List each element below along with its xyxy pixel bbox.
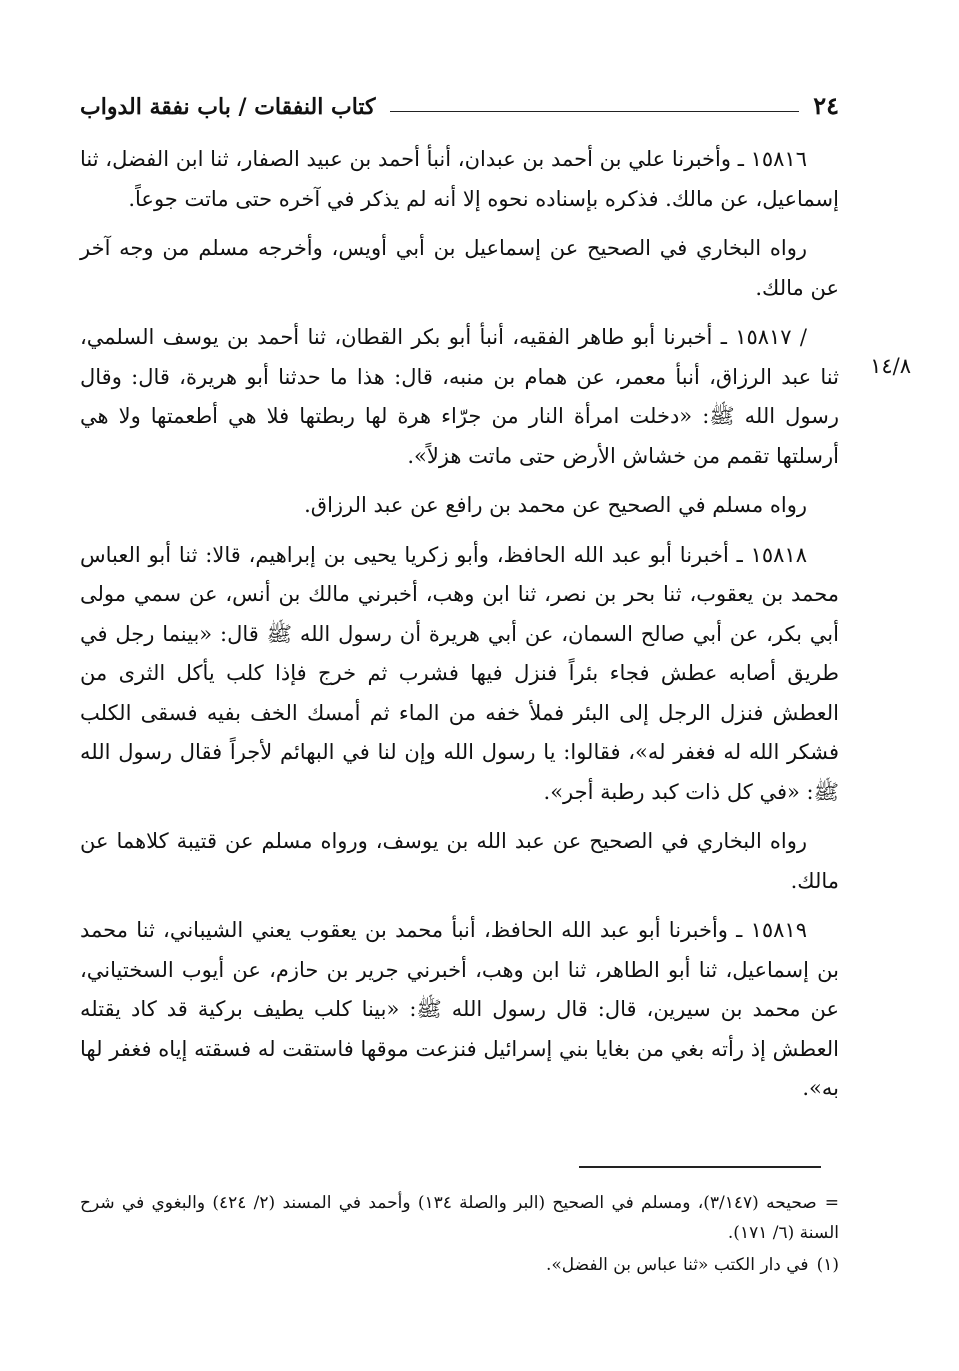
footnote [80, 1188, 839, 1248]
footnote-text: صحيحه (٣/١٤٧)، ومسلم في الصحيح (البر والصلة ١٣٤) وأحمد في المسند (٢/ ٤٢٤) والبغوي في شرح السنة (٦/ ١٧١). [80, 1193, 839, 1243]
footnote-text: في دار الكتب «ثنا عباس بن الفضل». [545, 1255, 809, 1275]
footnotes [80, 1188, 839, 1282]
footnote-marker: = [824, 1193, 839, 1213]
footnote-separator [579, 1166, 821, 1168]
commentary-paragraph: رواه البخاري في الصحيح عن عبد الله بن يوسف، ورواه مسلم عن قتيبة كلاهما عن مالك. [80, 829, 839, 893]
commentary-paragraph: رواه البخاري في الصحيح عن إسماعيل بن أبي أويس، وأخرجه مسلم من وجه آخر عن مالك. [80, 236, 839, 300]
hadith-paragraph: ١٥٨١٦ ـ وأخبرنا علي بن أحمد بن عبدان، أنبأ أحمد بن عبيد الصفار، ثنا ابن الفضل، ثنا إسماعيل، عن مالك. فذكره بإسناده نحوه إلا أنه لم يذكر في آخره حتى ماتت جوعاً. [80, 147, 839, 211]
hadith-paragraph: / ١٥٨١٧ ـ أخبرنا أبو طاهر الفقيه، أنبأ أبو بكر القطان، ثنا أحمد بن يوسف السلمي، ثنا عبد الرزاق، أنبأ معمر، عن همام بن منبه، قال: هذا ما حدثنا أبو هريرة، قال: وقال رسول الله ﷺ: «دخلت امرأة النار من جرّاء هرة لها ربطتها فلا هي أطعمتها ولا هي أرسلتها تقمم من خشاش الأرض حتى ماتت هزلاً». [80, 325, 839, 468]
running-header [80, 84, 839, 120]
footnote [80, 1250, 839, 1280]
footnote-marker: (١) [816, 1255, 839, 1275]
page-number: ٢٤ [813, 91, 839, 120]
hadith-paragraph: ١٥٨١٩ ـ وأخبرنا أبو عبد الله الحافظ، أنبأ محمد بن يعقوب يعني الشيباني، ثنا محمد بن إسماعيل، ثنا أبو الطاهر، ثنا ابن وهب، أخبرني جرير بن حازم، عن أيوب السختياني، عن محمد بن سيرين، قال: قال رسول الله ﷺ: «بينا كلب يطيف بركية قد كاد يقتله العطش إذ رأته بغي من بغايا بني إسرائيل فنزعت موقها فاستقت له فسقته إياه فغفر لها به». [80, 918, 839, 1100]
chapter-title: كتاب النفقات / باب نفقة الدواب [80, 94, 376, 120]
margin-volume-reference: ١٤/٨ [870, 354, 911, 378]
commentary-paragraph: رواه مسلم في الصحيح عن محمد بن رافع عن عبد الرزاق. [304, 493, 807, 517]
main-text [80, 140, 839, 1119]
header-rule [390, 111, 800, 112]
hadith-paragraph: ١٥٨١٨ ـ أخبرنا أبو عبد الله الحافظ، وأبو زكريا يحيى بن إبراهيم، قالا: ثنا أبو العباس محمد بن يعقوب، ثنا بحر بن نصر، ثنا ابن وهب، أخبرني مالك بن أنس، عن سمي مولى أبي بكر، عن أبي صالح السمان، عن أبي هريرة أن رسول الله ﷺ قال: «بينما رجل في طريق أصابه عطش فجاء بئراً فنزل فيها فشرب ثم خرج فإذا كلب يأكل الثرى من العطش فنزل الرجل إلى البئر فملأ خفه من الماء ثم أمسك الخف بفيه فسقى الكلب فشكر الله له فغفر له»، فقالوا: يا رسول الله وإن لنا في البهائم لأجراً فقال رسول الله ﷺ: «في كل ذات كبد رطبة أجر». [80, 542, 839, 804]
